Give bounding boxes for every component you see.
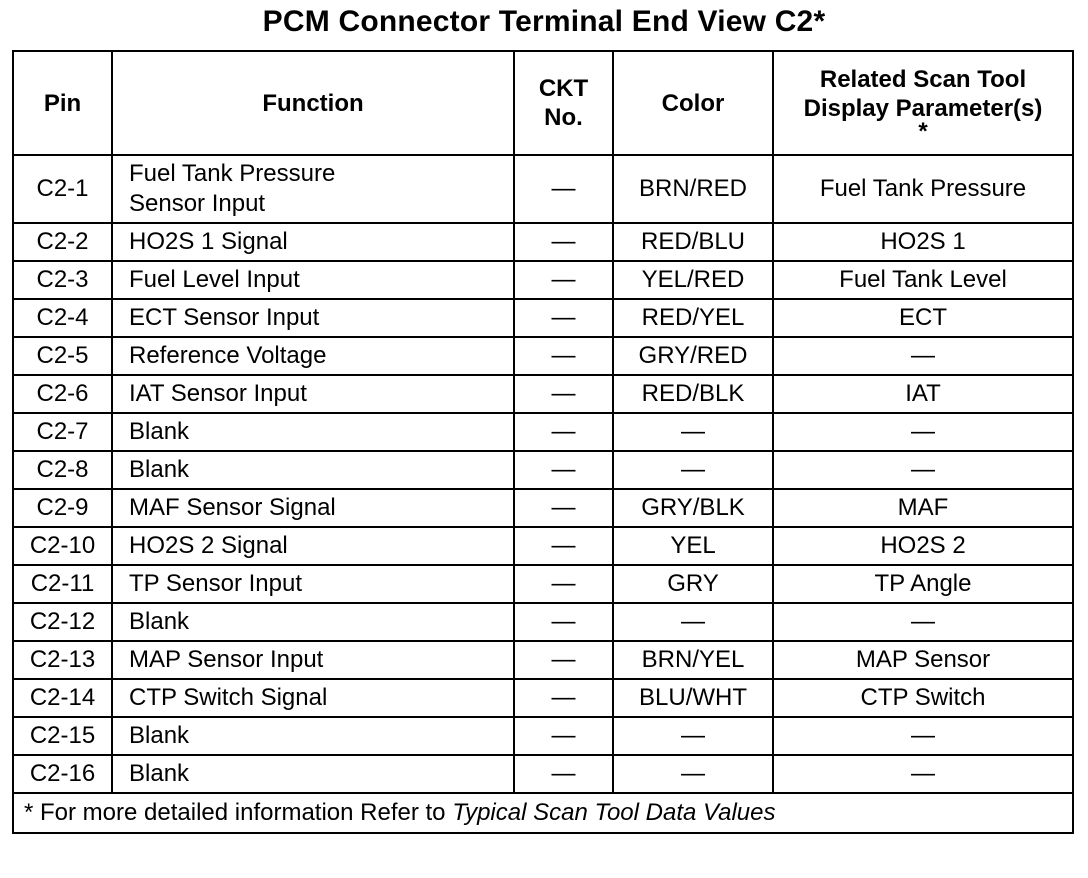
header-scan-line1: Related Scan Tool xyxy=(819,66,1027,93)
header-row xyxy=(13,51,1073,155)
function-cell: Reference Voltage xyxy=(112,337,514,375)
ckt-cell: — xyxy=(514,641,613,679)
table-row xyxy=(13,451,1073,489)
function-cell: Blank xyxy=(112,603,514,641)
color-cell: — xyxy=(613,755,773,793)
color-cell: YEL xyxy=(613,527,773,565)
ckt-cell: — xyxy=(514,603,613,641)
function-cell: Blank xyxy=(112,413,514,451)
header-scan-param xyxy=(773,51,1073,155)
param-cell: CTP Switch xyxy=(773,679,1073,717)
table-row xyxy=(13,261,1073,299)
param-cell: ECT xyxy=(773,299,1073,337)
ckt-cell: — xyxy=(514,489,613,527)
table-row xyxy=(13,299,1073,337)
table-row xyxy=(13,717,1073,755)
table-row xyxy=(13,527,1073,565)
table-row xyxy=(13,679,1073,717)
ckt-cell: — xyxy=(514,717,613,755)
pin-cell: C2-7 xyxy=(13,413,112,451)
footnote-reference: Typical Scan Tool Data Values xyxy=(452,799,776,826)
header-pin xyxy=(13,51,112,155)
page-title: PCM Connector Terminal End View C2* xyxy=(262,5,826,38)
pin-cell: C2-16 xyxy=(13,755,112,793)
param-cell: IAT xyxy=(773,375,1073,413)
function-cell: MAF Sensor Signal xyxy=(112,489,514,527)
header-color-label: Color xyxy=(661,89,725,117)
param-cell: — xyxy=(773,603,1073,641)
param-cell: HO2S 1 xyxy=(773,223,1073,261)
ckt-cell: — xyxy=(514,337,613,375)
function-cell: HO2S 2 Signal xyxy=(112,527,514,565)
ckt-cell: — xyxy=(514,413,613,451)
table-row xyxy=(13,641,1073,679)
param-cell: Fuel Tank Level xyxy=(773,261,1073,299)
color-cell: — xyxy=(613,603,773,641)
function-cell: TP Sensor Input xyxy=(112,565,514,603)
function-cell: Fuel Tank Pressure Sensor Input xyxy=(112,155,514,223)
connector-table xyxy=(12,50,1074,834)
color-cell: GRY/RED xyxy=(613,337,773,375)
pin-cell: C2-8 xyxy=(13,451,112,489)
pin-cell: C2-6 xyxy=(13,375,112,413)
pin-cell: C2-10 xyxy=(13,527,112,565)
color-cell: — xyxy=(613,413,773,451)
param-cell: — xyxy=(773,755,1073,793)
table-row xyxy=(13,223,1073,261)
pin-cell: C2-1 xyxy=(13,155,112,223)
table-row xyxy=(13,489,1073,527)
pin-cell: C2-12 xyxy=(13,603,112,641)
param-cell: Fuel Tank Pressure xyxy=(773,155,1073,223)
pin-cell: C2-9 xyxy=(13,489,112,527)
function-cell: CTP Switch Signal xyxy=(112,679,514,717)
function-cell: Fuel Level Input xyxy=(112,261,514,299)
color-cell: RED/BLK xyxy=(613,375,773,413)
pin-cell: C2-14 xyxy=(13,679,112,717)
ckt-cell: — xyxy=(514,223,613,261)
pin-cell: C2-2 xyxy=(13,223,112,261)
color-cell: BRN/YEL xyxy=(613,641,773,679)
function-cell: IAT Sensor Input xyxy=(112,375,514,413)
color-cell: — xyxy=(613,451,773,489)
color-cell: YEL/RED xyxy=(613,261,773,299)
footnote-row xyxy=(13,793,1073,833)
footnote-prefix: * For more detailed information Refer to xyxy=(24,799,453,826)
color-cell: GRY xyxy=(613,565,773,603)
pin-cell: C2-13 xyxy=(13,641,112,679)
footnote xyxy=(13,793,1073,833)
header-ckt-line2: No. xyxy=(544,104,583,131)
color-cell: GRY/BLK xyxy=(613,489,773,527)
header-scan-line2: Display Parameter(s) xyxy=(803,95,1043,122)
ckt-cell: — xyxy=(514,565,613,603)
pin-cell: C2-3 xyxy=(13,261,112,299)
pin-cell: C2-5 xyxy=(13,337,112,375)
param-cell: HO2S 2 xyxy=(773,527,1073,565)
header-pin-label: Pin xyxy=(43,89,82,117)
header-ckt-line1: CKT xyxy=(538,75,589,102)
param-cell: TP Angle xyxy=(773,565,1073,603)
header-scan-line3: * xyxy=(918,118,928,145)
ckt-cell: — xyxy=(514,155,613,223)
function-cell: Blank xyxy=(112,451,514,489)
header-color xyxy=(613,51,773,155)
table-row xyxy=(13,337,1073,375)
ckt-cell: — xyxy=(514,679,613,717)
function-cell: MAP Sensor Input xyxy=(112,641,514,679)
color-cell: — xyxy=(613,717,773,755)
function-cell: Blank xyxy=(112,755,514,793)
header-function xyxy=(112,51,514,155)
param-cell: — xyxy=(773,717,1073,755)
ckt-cell: — xyxy=(514,451,613,489)
pin-cell: C2-4 xyxy=(13,299,112,337)
ckt-cell: — xyxy=(514,527,613,565)
color-cell: RED/YEL xyxy=(613,299,773,337)
table-row xyxy=(13,413,1073,451)
color-cell: BRN/RED xyxy=(613,155,773,223)
ckt-cell: — xyxy=(514,755,613,793)
function-cell: ECT Sensor Input xyxy=(112,299,514,337)
ckt-cell: — xyxy=(514,375,613,413)
pin-cell: C2-11 xyxy=(13,565,112,603)
table-row xyxy=(13,755,1073,793)
param-cell: — xyxy=(773,451,1073,489)
param-cell: MAF xyxy=(773,489,1073,527)
table-row xyxy=(13,603,1073,641)
table-row xyxy=(13,155,1073,223)
param-cell: — xyxy=(773,337,1073,375)
header-ckt xyxy=(514,51,613,155)
table-row xyxy=(13,565,1073,603)
pin-cell: C2-15 xyxy=(13,717,112,755)
color-cell: RED/BLU xyxy=(613,223,773,261)
ckt-cell: — xyxy=(514,299,613,337)
color-cell: BLU/WHT xyxy=(613,679,773,717)
header-function-label: Function xyxy=(262,89,364,117)
function-cell: HO2S 1 Signal xyxy=(112,223,514,261)
function-cell: Blank xyxy=(112,717,514,755)
table-row xyxy=(13,375,1073,413)
ckt-cell: — xyxy=(514,261,613,299)
param-cell: MAP Sensor xyxy=(773,641,1073,679)
param-cell: — xyxy=(773,413,1073,451)
